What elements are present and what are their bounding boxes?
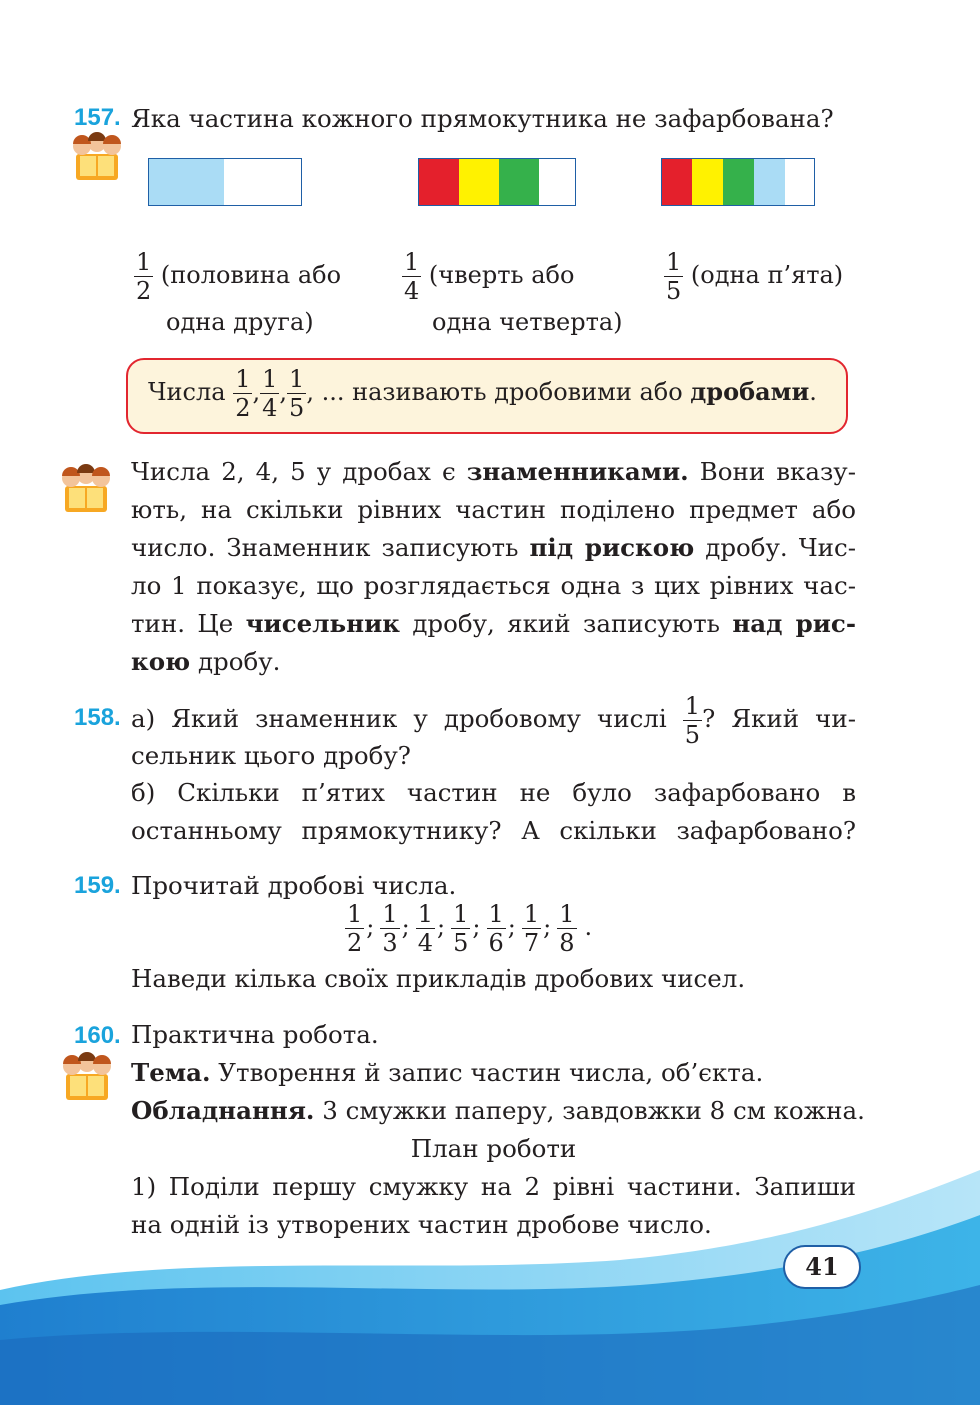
answer-text: (одна п’ята) xyxy=(690,261,844,289)
answer-one-quarter xyxy=(402,250,574,303)
definition-text: Числа $\frac{1}{2}$ , $\frac{1}{4}$ , $\frac{1}{5}$ , ... називають дробовими або дробами. xyxy=(148,365,817,422)
separator: ; xyxy=(437,913,446,941)
exercise-160-title: Практична робота. xyxy=(131,1020,379,1049)
fraction: $\frac{1}{2}$ xyxy=(136,248,152,305)
rectangle-halves xyxy=(148,158,302,206)
children-reading-icon xyxy=(66,130,128,182)
theory-line-1: Числа 2, 4, 5 у дробах є знаменниками. Вони вказу- xyxy=(131,457,856,486)
rectangle-quarters xyxy=(418,158,576,206)
fraction-list xyxy=(345,902,598,955)
fraction: $\frac{1}{8}$ xyxy=(559,900,575,957)
fraction: $\frac{1}{4}$ xyxy=(262,365,278,422)
exercise-number-159: 159. xyxy=(74,872,121,899)
exercise-number-158: 158. xyxy=(74,704,121,731)
children-reading-icon xyxy=(56,1050,118,1102)
theory-line-2: ють, на скільки рівних частин поділено предмет або xyxy=(131,495,856,524)
exercise-160-equipment: Обладнання. 3 смужки паперу, завдовжки 8 см кожна. xyxy=(131,1096,865,1125)
fraction: $\frac{1}{2}$ xyxy=(347,900,363,957)
fraction: $\frac{1}{4}$ xyxy=(417,900,434,957)
fraction: $\frac{1}{3}$ xyxy=(382,900,398,957)
children-reading-icon xyxy=(55,462,117,514)
exercise-158-line-b2: останньому прямокутнику? А скільки зафарбовано? xyxy=(131,816,856,845)
definition-box xyxy=(126,358,848,434)
fraction: $\frac{1}{5}$ xyxy=(289,365,305,422)
answer-one-half-cont: одна друга) xyxy=(166,308,314,336)
exercise-158-line-a2: сельник цього дробу? xyxy=(131,741,411,770)
rectangle-fifths xyxy=(661,158,815,206)
exercise-157-question: Яка частина кожного прямокутника не зафарбована? xyxy=(131,104,834,133)
separator: ; xyxy=(366,913,375,941)
exercise-160-plan-heading: План роботи xyxy=(410,1134,577,1163)
exercise-number-157: 157. xyxy=(74,104,121,131)
separator: ; xyxy=(507,913,516,941)
answer-one-fifth xyxy=(664,250,843,303)
answer-text: (чверть або xyxy=(428,261,575,289)
answer-text: (половина або xyxy=(160,261,342,289)
fraction: $\frac{1}{6}$ xyxy=(488,900,504,957)
fraction: $\frac{1}{2}$ xyxy=(235,365,251,422)
exercise-160-step1-line1: 1) Поділи першу смужку на 2 рівні частини. Запиши xyxy=(131,1172,856,1201)
answer-one-half xyxy=(134,250,341,303)
fraction: $\frac{1}{5}$ xyxy=(684,692,701,749)
answer-one-quarter-cont: одна четверта) xyxy=(432,308,623,336)
fraction: $\frac{1}{5}$ xyxy=(453,900,469,957)
page-number: 41 xyxy=(783,1245,861,1289)
fraction: $\frac{1}{4}$ xyxy=(404,248,420,305)
theory-line-6: кою дробу. xyxy=(131,647,281,676)
theory-line-3: число. Знаменник записують під рискою дробу. Чис- xyxy=(131,533,856,562)
separator: . xyxy=(584,913,593,941)
exercise-159-text2: Наведи кілька своїх прикладів дробових чисел. xyxy=(131,964,746,993)
separator: ; xyxy=(472,913,481,941)
exercise-158-line-a1: а) Який знаменник у дробовому числі $\frac{1}{5}$ ? Який чи- xyxy=(131,692,856,749)
exercise-159-text: Прочитай дробові числа. xyxy=(131,871,457,900)
theory-line-4: ло 1 показує, що розглядається одна з цих рівних час- xyxy=(131,571,856,600)
separator: ; xyxy=(543,913,552,941)
theory-line-5: тин. Це чисельник дробу, який записують над рис- xyxy=(131,609,856,638)
exercise-158-line-b1: б) Скільки п’ятих частин не було зафарбовано в xyxy=(131,778,856,807)
exercise-160-step1-line2: на одній із утворених частин дробове число. xyxy=(131,1210,712,1239)
exercise-number-160: 160. xyxy=(74,1022,121,1049)
separator: ; xyxy=(401,913,410,941)
fraction: $\frac{1}{5}$ xyxy=(666,248,682,305)
fraction: $\frac{1}{7}$ xyxy=(523,900,540,957)
exercise-160-topic: Тема. Утворення й запис частин числа, об’єкта. xyxy=(131,1058,764,1087)
